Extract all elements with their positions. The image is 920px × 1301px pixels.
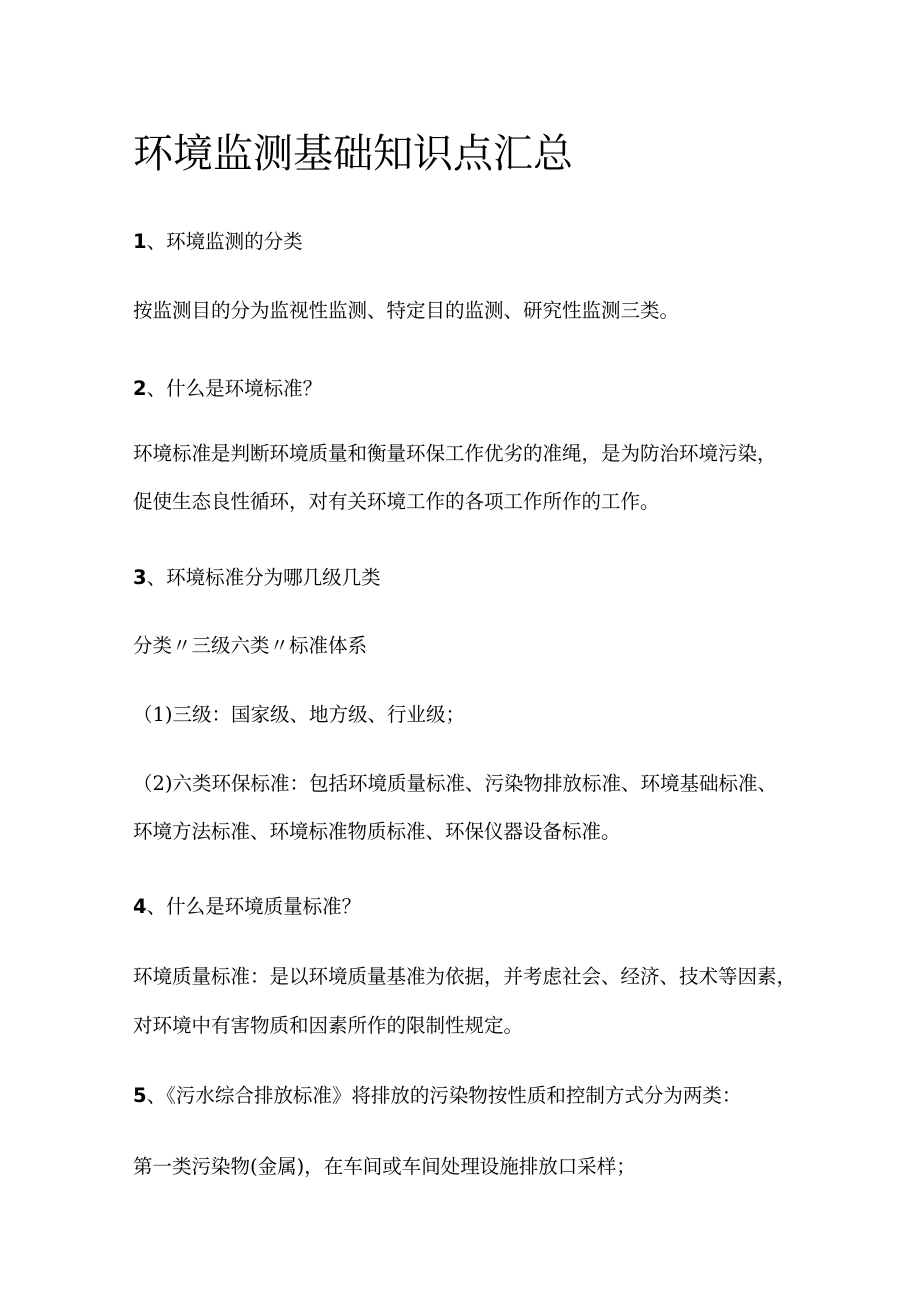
section-heading: [133, 375, 322, 403]
paragraph-line: 按监测目的分为监视性监测、特定目的监测、研究性监测三类。: [133, 299, 680, 322]
paragraph-line: （1)三级：国家级、地方级、行业级；: [133, 703, 466, 726]
section-number: 4: [133, 895, 147, 918]
section-number: 2: [133, 377, 147, 400]
section-number: 3: [133, 566, 147, 589]
paragraph-line: 对环境中有害物质和因素所作的限制性规定。: [133, 1014, 524, 1037]
section-heading-text: 、什么是环境质量标准？: [146, 895, 362, 918]
section-heading: [133, 893, 361, 921]
section-heading-text: 、环境监测的分类: [146, 230, 303, 253]
section-heading-text: 、《污水综合排放标准》将排放的污染物按性质和控制方式分为两类：: [146, 1084, 742, 1107]
section-heading-text: 、什么是环境标准？: [146, 377, 323, 400]
paragraph-line: 促使生态良性循环，对有关环境工作的各项工作所作的工作。: [133, 490, 660, 513]
section-number: 1: [133, 230, 147, 253]
paragraph-line: 环境方法标准、环境标准物质标准、环保仪器设备标准。: [133, 820, 621, 843]
section-heading: [133, 228, 303, 256]
paragraph-line: 环境标准是判断环境质量和衡量环保工作优劣的准绳，是为防治环境污染，: [133, 442, 777, 465]
section-heading: [133, 564, 381, 592]
section-heading: [133, 1082, 741, 1110]
paragraph-line: 分类〃三级六类〃标准体系: [133, 634, 368, 657]
paragraph-line: 第一类污染物(金属)，在车间或车间处理设施排放口采样；: [133, 1155, 636, 1178]
page-title: 环境监测基础知识点汇总: [133, 131, 573, 177]
paragraph-line: （2)六类环保标准：包括环境质量标准、污染物排放标准、环境基础标准、: [133, 772, 778, 795]
paragraph-line: 环境质量标准：是以环境质量基准为依据，并考虑社会、经济、技术等因素，: [133, 965, 797, 988]
section-number: 5: [133, 1084, 147, 1107]
section-heading-text: 、环境标准分为哪几级几类: [146, 566, 381, 589]
